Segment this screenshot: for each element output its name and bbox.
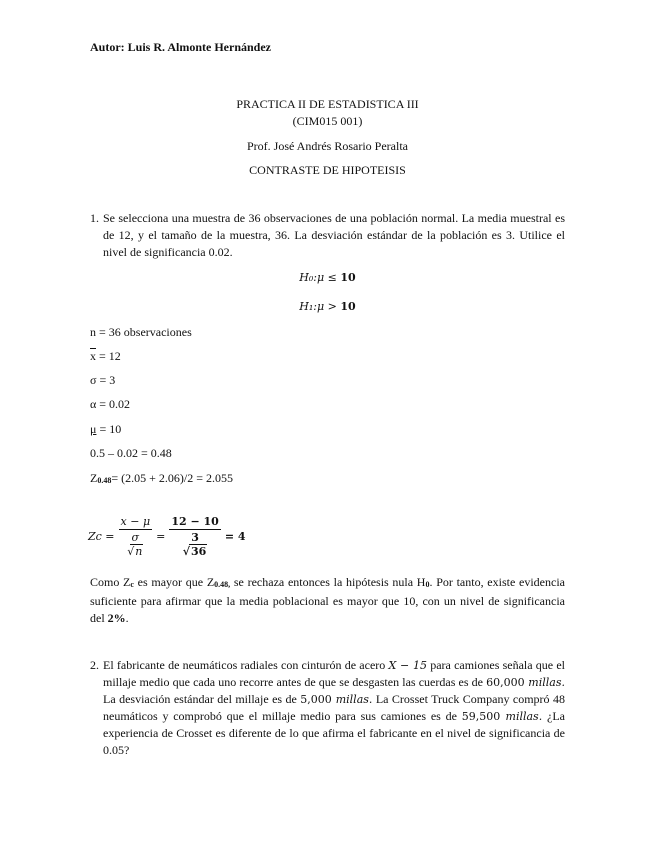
null-hypothesis: H₀:μ ≤ 10 [299, 271, 356, 284]
course-code: (CIM015 001) [292, 114, 363, 128]
formula-lhs: Zc = [88, 530, 115, 543]
professor-name: Prof. José Andrés Rosario Peralta [247, 139, 408, 153]
formula-eq: = [156, 530, 166, 543]
question-1-text: Se selecciona una muestra de 36 observaciones de una población normal. La media muestral es de 12, y el tamaño de la muestra, 36. La desviación estándar de la población es 3. Utilice el nivel de significancia 0.02. [103, 211, 565, 259]
question-2-text: El fabricante de neumáticos radiales con cinturón de acero X − 15 para camiones señala que el millaje medio que cada uno recorre antes de que se desgasten las cuerdas es de 60,000 millas. La desviación estándar del millaje es de 5,000 millas. La Crosset Truck Company compró 48 neumáticos y comprobó que el millaje medio para sus camiones es de 59,500 millas. ¿La experiencia de Crosset es diferente de lo que afirma el fabricante en el nivel de significancia de 0.05? [103, 658, 566, 757]
given-sigma: σ = 3 [90, 373, 116, 387]
formula-frac-1: $\frac{x - \mu}{\frac{\sigma}{√n}}$ [120, 515, 151, 558]
given-mu: μ = 10 [90, 422, 122, 436]
topic-heading: CONTRASTE DE HIPOTEISIS [249, 163, 406, 177]
question-2 [90, 657, 565, 759]
document-title: PRACTICA II DE ESTADISTICA III [236, 97, 419, 111]
given-alpha: α = 0.02 [90, 397, 131, 411]
question-1-conclusion: Como Zc es mayor que Z0.48, se rechaza entonces la hipótesis nula H0. Por tanto, existe evidencia suficiente para afirmar que la media poblacional es mayor que 10, con un nivel de significancia del 2%. [90, 575, 565, 625]
question-1 [90, 210, 565, 261]
question-1-number: 1. [90, 211, 99, 225]
given-calc: 0.5 – 0.02 = 0.48 [90, 446, 172, 460]
question-2-number: 2. [90, 658, 99, 672]
formula-frac-2: $\frac{12 - 10}{\frac{3}{√36}}$ [171, 515, 219, 558]
alternative-hypothesis: H₁:μ > 10 [299, 300, 356, 313]
author-line: Autor: Luis R. Almonte Hernández [90, 40, 271, 54]
formula-result: = 4 [224, 530, 246, 543]
z-formula [88, 515, 246, 558]
given-n: n = 36 observaciones [90, 325, 192, 339]
given-z: Z0.48= (2.05 + 2.06)/2 = 2.055 [90, 471, 233, 485]
given-x: $\overline{x} = 12$ [90, 349, 121, 363]
